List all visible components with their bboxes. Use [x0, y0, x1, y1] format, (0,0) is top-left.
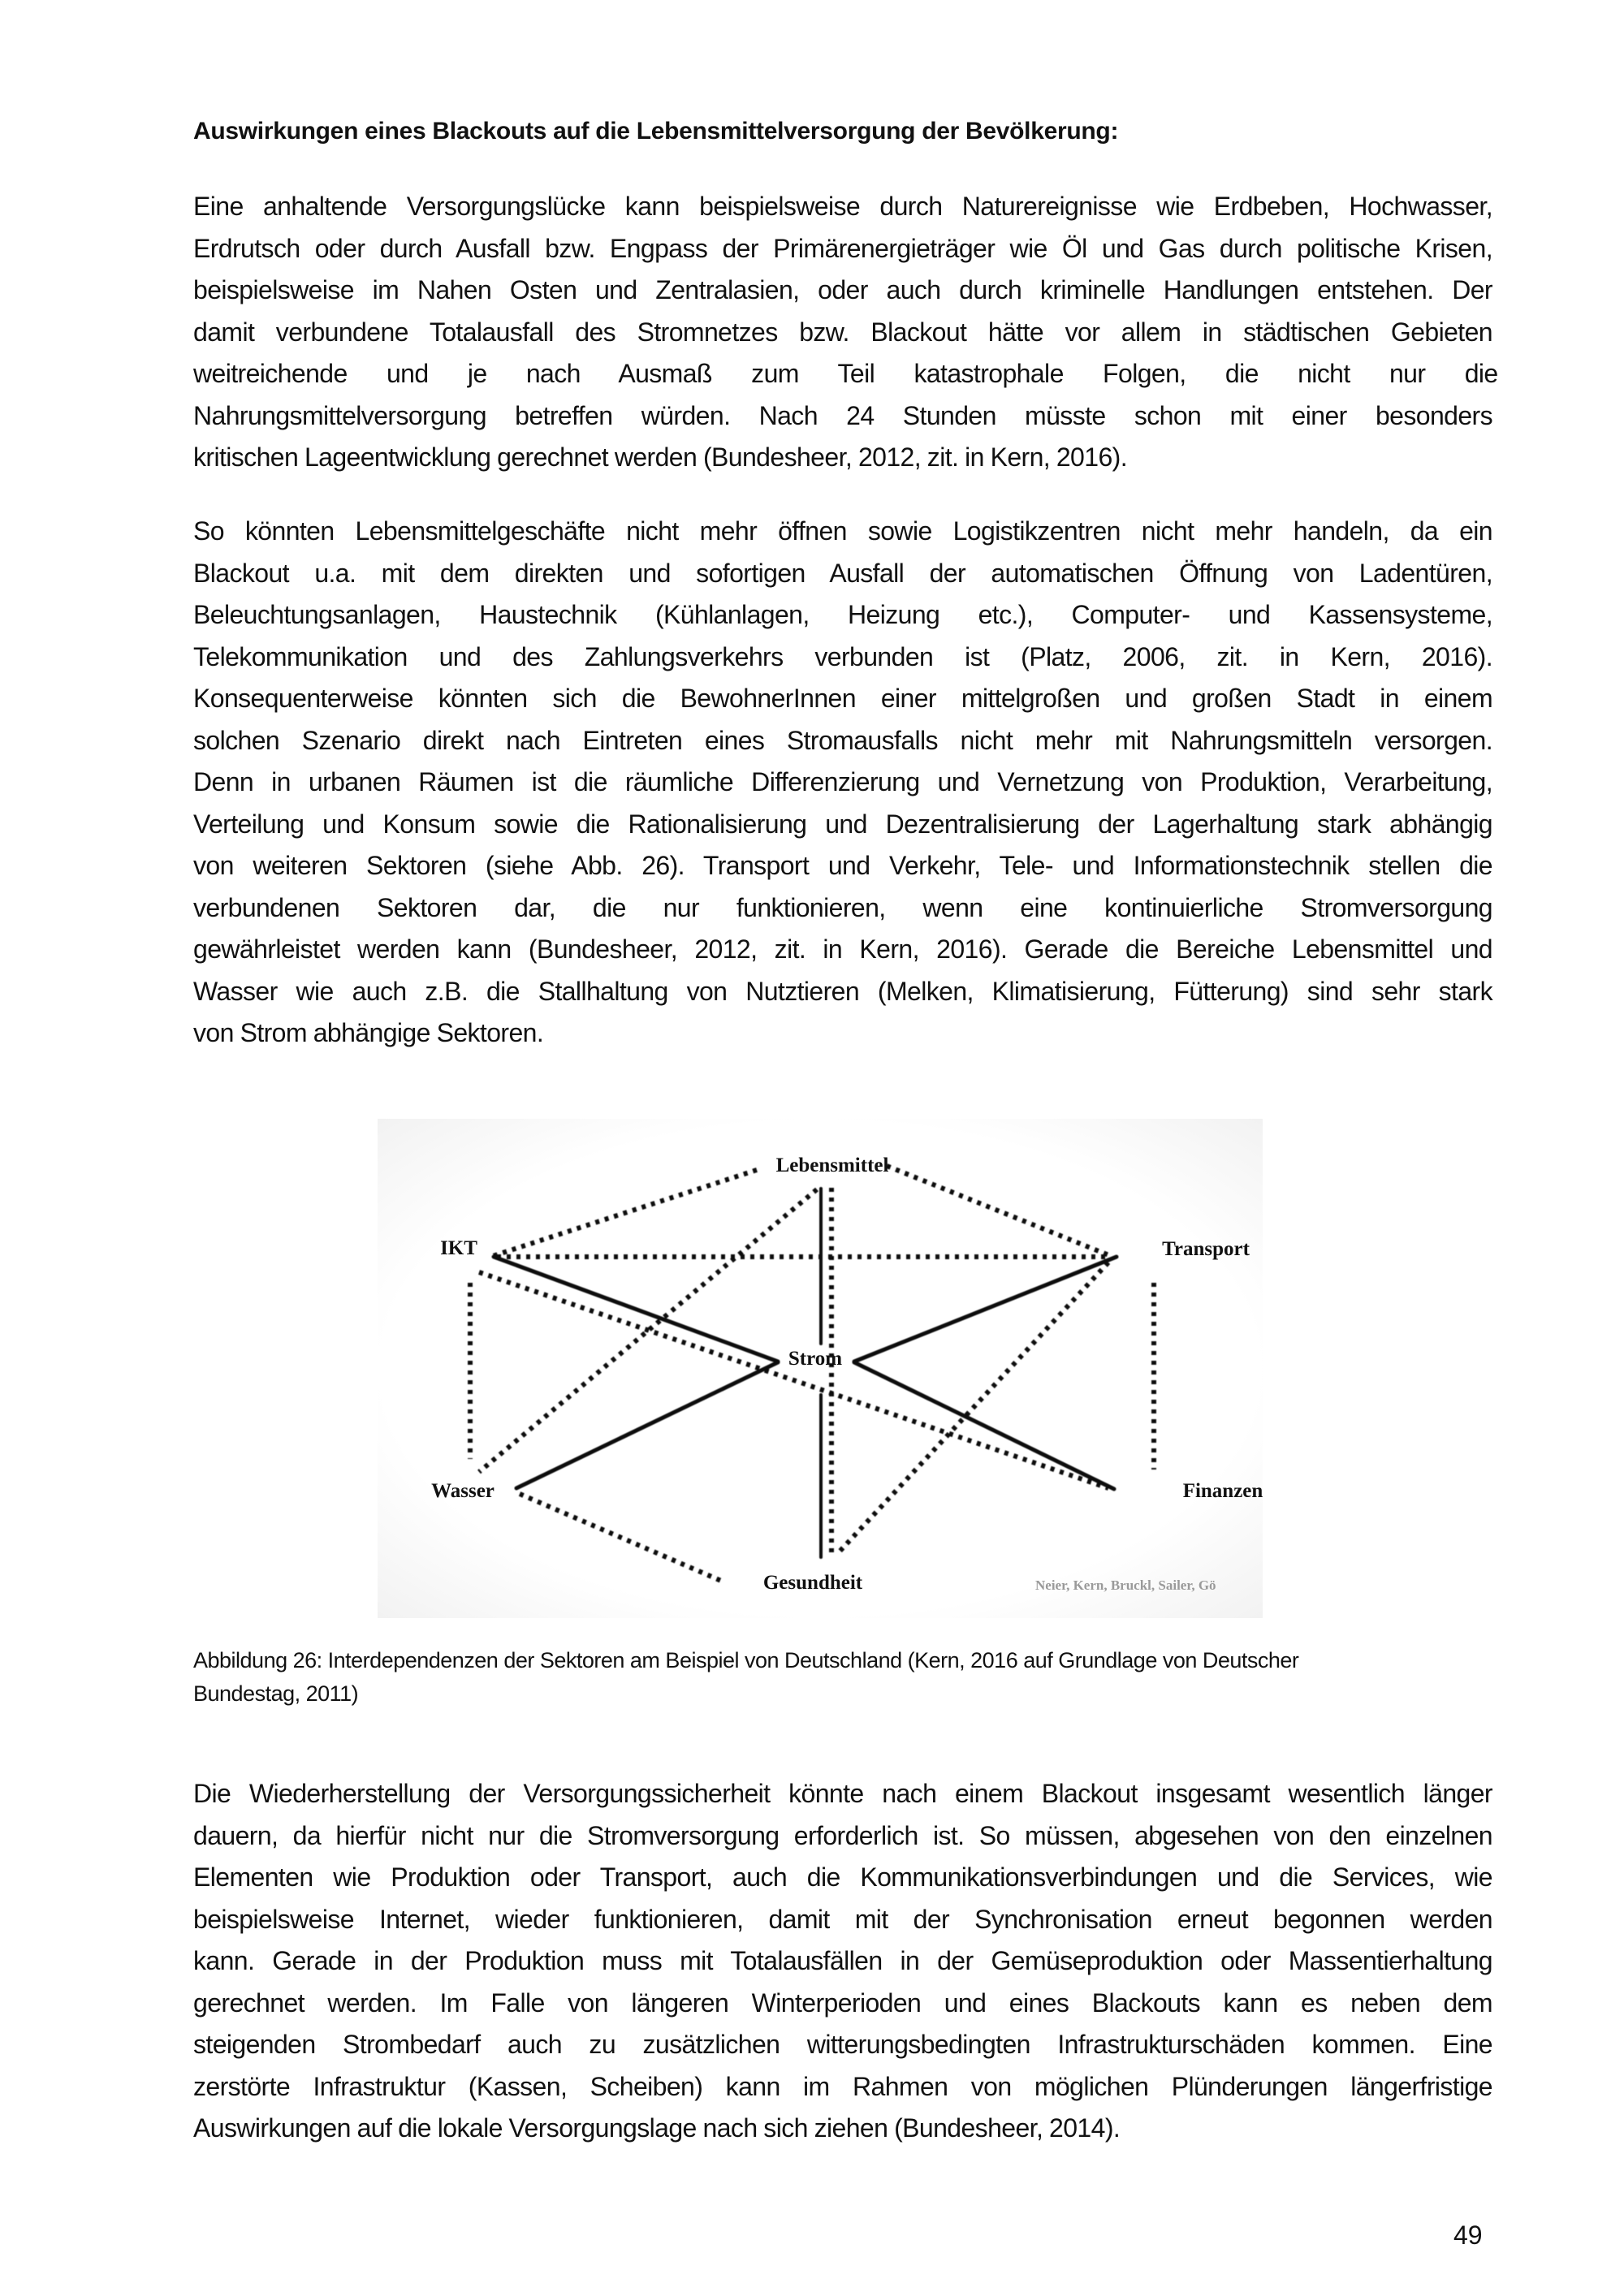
- node-finanzen: Finanzen: [1182, 1480, 1263, 1502]
- page-number: 49: [1453, 2220, 1483, 2250]
- text-line: Telekommunikation und des Zahlungsverkehrs verbunden ist (Platz, 2006, zit. in Kern, 2016).: [193, 641, 1492, 671]
- text-line: beispielsweise im Nahen Osten und Zentralasien, oder auch durch kriminelle Handlungen entstehen. Der: [193, 275, 1492, 304]
- text-line: So könnten Lebensmittelgeschäfte nicht mehr öffnen sowie Logistikzentren nicht mehr handeln, da ein: [193, 516, 1492, 546]
- text-line: steigenden Strombedarf auch zu zusätzlichen witterungsbedingten Infrastrukturschäden kommen. Eine: [193, 2030, 1492, 2059]
- text-line: von weiteren Sektoren (siehe Abb. 26). Transport und Verkehr, Tele- und Informationstechnik stellen die: [193, 851, 1492, 880]
- text-line: kann. Gerade in der Produktion muss mit Totalausfällen in der Gemüseproduktion oder Massentierhaltung: [193, 1946, 1492, 1975]
- text-line: Beleuchtungsanlagen, Haustechnik (Kühlanlagen, Heizung etc.), Computer- und Kassensysteme,: [193, 600, 1492, 629]
- text-line: Elementen wie Produktion oder Transport, auch die Kommunikationsverbindungen und die Services, wie: [193, 1862, 1492, 1892]
- node-gesundheit: Gesundheit: [762, 1572, 863, 1594]
- text-line: solchen Szenario direkt nach Eintreten eines Stromausfalls nicht mehr mit Nahrungsmitteln versorgen.: [193, 725, 1492, 755]
- sector-interdependency-diagram: [378, 1119, 1263, 1618]
- text-line: Konsequenterweise könnten sich die BewohnerInnen einer mittelgroßen und großen Stadt in einem: [193, 684, 1492, 713]
- text-line: Verteilung und Konsum sowie die Rationalisierung und Dezentralisierung der Lagerhaltung stark abhängig: [193, 809, 1492, 839]
- text-line: Blackout u.a. mit dem direkten und sofortigen Ausfall der automatischen Öffnung von Ladentüren,: [193, 558, 1492, 588]
- paragraph-3: [193, 1773, 1492, 2150]
- paragraph-2: [193, 511, 1492, 1055]
- figure-credit: Neier, Kern, Bruckl, Sailer, Gö: [1035, 1577, 1216, 1593]
- text-line: Wasser wie auch z.B. die Stallhaltung von Nutztieren (Melken, Klimatisierung, Fütterung) sind sehr stark: [193, 976, 1492, 1006]
- text-line: Denn in urbanen Räumen ist die räumliche Differenzierung und Vernetzung von Produktion, Verarbeitung,: [193, 767, 1492, 796]
- figure-caption: [193, 1644, 1492, 1711]
- text-line: beispielsweise Internet, wieder funktionieren, damit mit der Synchronisation erneut begonnen werden: [193, 1904, 1492, 1934]
- text-line: dauern, da hierfür nicht nur die Stromversorgung erforderlich ist. So müssen, abgesehen von den einzelnen: [193, 1820, 1492, 1850]
- dotted-edges: [470, 1166, 1154, 1581]
- text-line: Auswirkungen auf die lokale Versorgungslage nach sich ziehen (Bundesheer, 2014).: [193, 2113, 1121, 2143]
- text-line: weitreichende und je nach Ausmaß zum Teil katastrophale Folgen, die nicht nur die: [193, 359, 1498, 388]
- text-line: gerechnet werden. Im Falle von längeren Winterperioden und eines Blackouts kann es neben dem: [193, 1987, 1492, 2018]
- text-line: damit verbundene Totalausfall des Stromnetzes bzw. Blackout hätte vor allem in städtischen Gebieten: [193, 317, 1492, 347]
- solid-edges: [494, 1189, 1116, 1557]
- text-line: Nahrungsmittelversorgung betreffen würden. Nach 24 Stunden müsste schon mit einer besonders: [193, 400, 1492, 430]
- text-line: zerstörte Infrastruktur (Kassen, Scheiben) kann im Rahmen von möglichen Plünderungen längerfristige: [193, 2071, 1492, 2101]
- section-heading: Auswirkungen eines Blackouts auf die Lebensmittelversorgung der Bevölkerung:: [193, 118, 1119, 145]
- text-line: Die Wiederherstellung der Versorgungssicherheit könnte nach einem Blackout insgesamt wesentlich länger: [193, 1779, 1492, 1808]
- caption-line: Abbildung 26: Interdependenzen der Sektoren am Beispiel von Deutschland (Kern, 2016 auf Grundlage von Deutscher: [193, 1648, 1299, 1672]
- node-ikt: IKT: [440, 1237, 477, 1259]
- node-wasser: Wasser: [431, 1480, 495, 1502]
- text-line: kritischen Lageentwicklung gerechnet werden (Bundesheer, 2012, zit. in Kern, 2016).: [193, 442, 1127, 472]
- caption-line: Bundestag, 2011): [193, 1681, 359, 1706]
- text-line: verbundenen Sektoren dar, die nur funktionieren, wenn eine kontinuierliche Stromversorgung: [193, 892, 1492, 922]
- paragraph-1: [193, 186, 1498, 479]
- node-strom: Strom: [788, 1348, 843, 1370]
- node-lebensmittel: Lebensmittel: [775, 1154, 889, 1176]
- text-line: von Strom abhängige Sektoren.: [193, 1018, 544, 1047]
- text-line: Eine anhaltende Versorgungslücke kann beispielsweise durch Naturereignisse wie Erdbeben, Hochwasser,: [193, 192, 1492, 221]
- text-line: gewährleistet werden kann (Bundesheer, 2012, zit. in Kern, 2016). Gerade die Bereiche Lebensmittel und: [193, 934, 1492, 964]
- node-transport: Transport: [1162, 1238, 1250, 1260]
- text-line: Erdrutsch oder durch Ausfall bzw. Engpass der Primärenergieträger wie Öl und Gas durch politische Krisen,: [193, 233, 1492, 263]
